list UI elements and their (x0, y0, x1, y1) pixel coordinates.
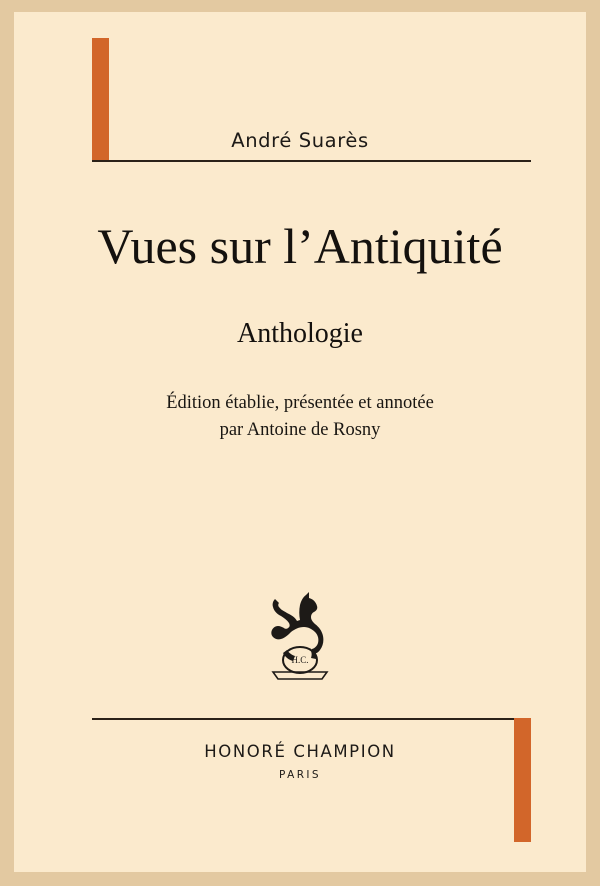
bottom-divider (92, 718, 531, 720)
top-divider (92, 160, 531, 162)
edition-note-line-2: par Antoine de Rosny (219, 419, 381, 440)
edition-note-line-1: Édition établie, présentée et annotée (166, 393, 434, 413)
book-subtitle: Anthologie (237, 318, 363, 349)
publisher-name: HONORÉ CHAMPION (204, 742, 396, 761)
honore-champion-horse-emblem-icon (257, 592, 343, 682)
logo-monogram: H.C. (291, 655, 309, 665)
publisher-city: PARIS (279, 769, 321, 781)
author-name: André Suarès (231, 129, 369, 152)
cover-page (14, 12, 586, 872)
edition-note (14, 390, 586, 444)
book-title: Vues sur l’Antiquité (97, 218, 503, 274)
